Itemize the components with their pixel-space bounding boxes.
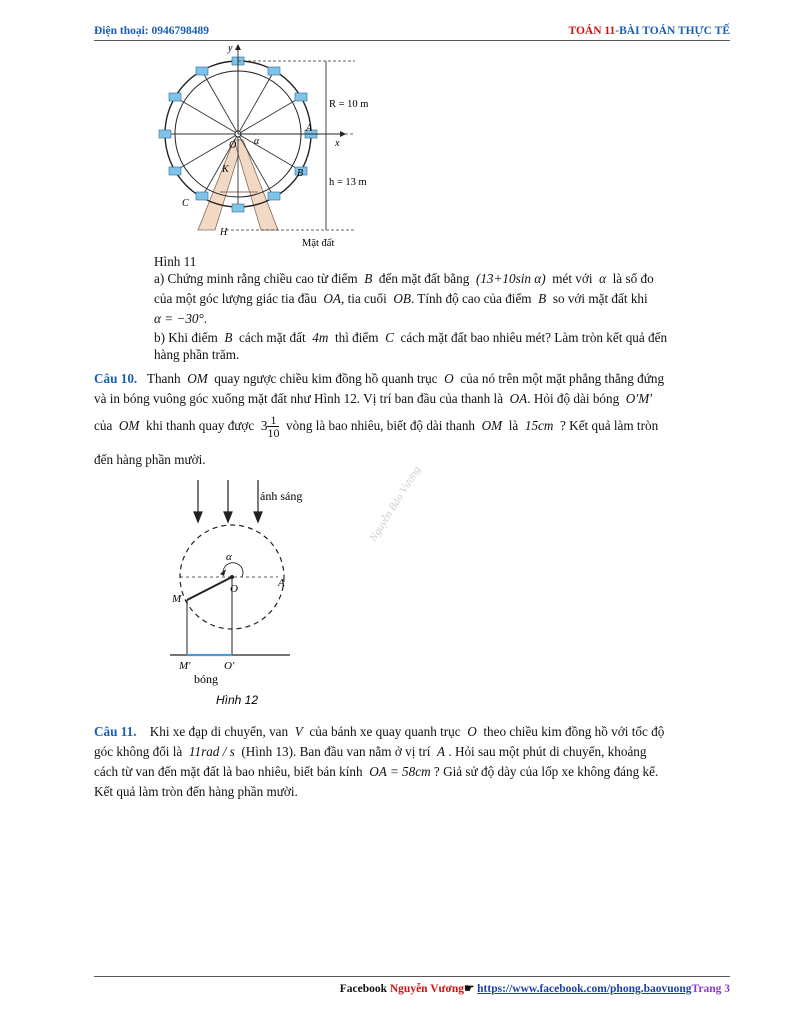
q10-text-4: và in bóng vuông góc xuống mặt đất như Hình 12. Vị trí ban đầu của thanh là [94, 391, 504, 406]
q11-label: Câu 11. [94, 724, 137, 739]
label-A: A [306, 123, 313, 134]
label-alpha-12: α [226, 551, 232, 563]
q10-text-1: Thanh [146, 371, 181, 386]
label-H: H [220, 227, 228, 238]
label-ground: Mặt đất [302, 238, 335, 249]
part-a-line-3: α = −30°. [154, 311, 208, 326]
label-height: h = 13 m [329, 177, 367, 188]
q11-text-6: . Hỏi sau một phút di chuyển, khoảng [448, 744, 647, 759]
q11-text-7: cách từ van đến mặt đất là bao nhiêu, biết bán kính [94, 764, 363, 779]
footer-link[interactable]: https://www.facebook.com/phong.baovuong [477, 983, 692, 995]
light-arrows [194, 480, 262, 522]
q10-line-2 [94, 390, 652, 407]
q11-text-5: (Hình 13). Ban đầu van nằm ở vị trí [241, 744, 431, 759]
part-b-text-3: thì điểm [334, 330, 379, 345]
q10-text-6: của [94, 418, 113, 433]
q10-label: Câu 10. [94, 371, 138, 386]
figure-11-ferris-wheel [150, 42, 400, 252]
q10-text-3: của nó trên một mặt phẳng thẳng đứng [460, 371, 665, 386]
label-O-prime: O′ [224, 660, 235, 672]
figure-12-caption: Hình 12 [216, 693, 259, 707]
part-b-point-C: C [385, 330, 394, 345]
part-a-text-8: so với mặt đất khi [552, 291, 648, 306]
part-a-formula: (13+10sin α) [475, 271, 546, 286]
header-phone: Điện thoại: 0946798489 [94, 25, 209, 37]
part-a-text-7: . Tính độ cao của điểm [410, 291, 532, 306]
rod-OM [187, 577, 232, 600]
part-a-text-3: mét với [552, 271, 593, 286]
label-alpha: α [254, 136, 260, 147]
q10-whole: 3 [260, 418, 268, 433]
q10-text-7: khi thanh quay được [146, 418, 255, 433]
part-a-text-4: là số đo [612, 271, 654, 286]
q10-OM-prime: O′M′ [625, 391, 653, 406]
q11-line-4: Kết quả làm tròn đến hàng phần mười. [94, 784, 298, 799]
watermark: Nguyễn Bảo Vương [367, 464, 424, 544]
q11-O: O [467, 724, 477, 739]
part-b-text-2: cách mặt đất [238, 330, 306, 345]
q10-text-5: . Hỏi độ dài bóng [527, 391, 620, 406]
y-axis-arrow [235, 44, 241, 50]
part-a-text-1: a) Chứng minh rằng chiều cao từ điểm [154, 271, 358, 286]
label-shadow: bóng [194, 672, 218, 686]
part-b-4m: 4m [312, 330, 329, 345]
page-header [94, 24, 730, 41]
q11-line-3 [94, 763, 658, 780]
label-B: B [297, 168, 304, 179]
header-title-red: TOÁN 11 [568, 25, 616, 37]
label-radius: R = 10 m [329, 99, 369, 110]
q10-text-8: vòng là bao nhiêu, biết độ dài thanh [286, 418, 476, 433]
q10-OA: OA [509, 391, 528, 406]
q11-text-3: theo chiều kim đồng hồ với tốc độ [483, 724, 665, 739]
part-a-point-B2: B [538, 291, 547, 306]
q11-line-1 [94, 723, 664, 740]
part-b-point-B: B [224, 330, 233, 345]
part-b-text-4: cách mặt đất bao nhiêu mét? Làm tròn kết quả đến [400, 330, 668, 345]
q11-text-4: góc không đổi là [94, 744, 183, 759]
q10-fraction-num: 1 [267, 414, 279, 427]
footer-page-number: Trang 3 [691, 983, 730, 995]
part-a-OB: OB [393, 291, 411, 306]
q11-A: A [436, 744, 446, 759]
q10-fraction [267, 414, 279, 439]
page-footer [94, 976, 730, 997]
label-axis-y: y [228, 43, 233, 54]
part-b-text-1: b) Khi điểm [154, 330, 218, 345]
part-a-OA: OA [323, 291, 341, 306]
q11-text-1: Khi xe đạp di chuyển, van [149, 724, 289, 739]
q10-text-2: quay ngược chiều kim đồng hồ quanh trục [214, 371, 438, 386]
q10-length: 15cm [524, 418, 554, 433]
header-title-blue: -BÀI TOÁN THỰC TẾ [615, 25, 730, 37]
label-axis-x: x [335, 138, 340, 149]
figure-12-rotating-rod [160, 474, 360, 714]
part-b-line-2: hàng phần trăm. [154, 347, 240, 362]
label-M-12: M [172, 593, 182, 605]
header-title [569, 25, 730, 37]
footer-facebook: Facebook [339, 983, 387, 995]
q10-OM-2: OM [118, 418, 140, 433]
q11-OA: OA = 58cm [369, 764, 431, 779]
q10-line-1 [94, 370, 664, 387]
footer-author: Nguyễn Vương [389, 983, 464, 995]
q11-text-8: ? Giả sử độ dày của lốp xe không đáng kể. [433, 764, 659, 779]
figure-11-caption: Hình 11 [154, 254, 197, 269]
part-a-text-5: của một góc lượng giác tia đầu [154, 291, 317, 306]
q10-text-10: ? Kết quả làm tròn [560, 418, 659, 433]
q11-speed: 11rad / s [188, 744, 235, 759]
angle-arc [223, 563, 243, 577]
label-C: C [182, 198, 189, 209]
footer-hand-icon: ☛ [463, 983, 475, 995]
q10-fraction-den: 10 [267, 426, 280, 441]
label-M-prime: M′ [179, 660, 191, 672]
q10-text-9: là [508, 418, 519, 433]
q10-line-3 [94, 412, 658, 440]
part-a-text-2: đến mặt đất bằng [378, 271, 470, 286]
q11-text-2: của bánh xe quay quanh trục [309, 724, 461, 739]
q11-line-2 [94, 743, 647, 760]
q10-O: O [444, 371, 454, 386]
footer-content [340, 981, 730, 995]
part-a-line-2 [154, 290, 648, 307]
part-a-alpha: α [599, 271, 607, 286]
part-b-line-1 [154, 329, 667, 346]
label-O: O [229, 140, 237, 151]
q10-line-4: đến hàng phần mười. [94, 452, 206, 467]
part-a-text-6: , tia cuối [340, 291, 387, 306]
label-A-12: A [278, 577, 285, 589]
part-a-point-B: B [364, 271, 373, 286]
part-a-angle: α = −30° [154, 311, 204, 326]
q10-OM: OM [187, 371, 208, 386]
label-O-12: O [230, 583, 238, 595]
label-K: K [222, 164, 229, 175]
part-a-line-1 [154, 270, 732, 287]
q11-V: V [294, 724, 303, 739]
label-light: ánh sáng [260, 489, 303, 503]
q10-OM-3: OM [481, 418, 503, 433]
